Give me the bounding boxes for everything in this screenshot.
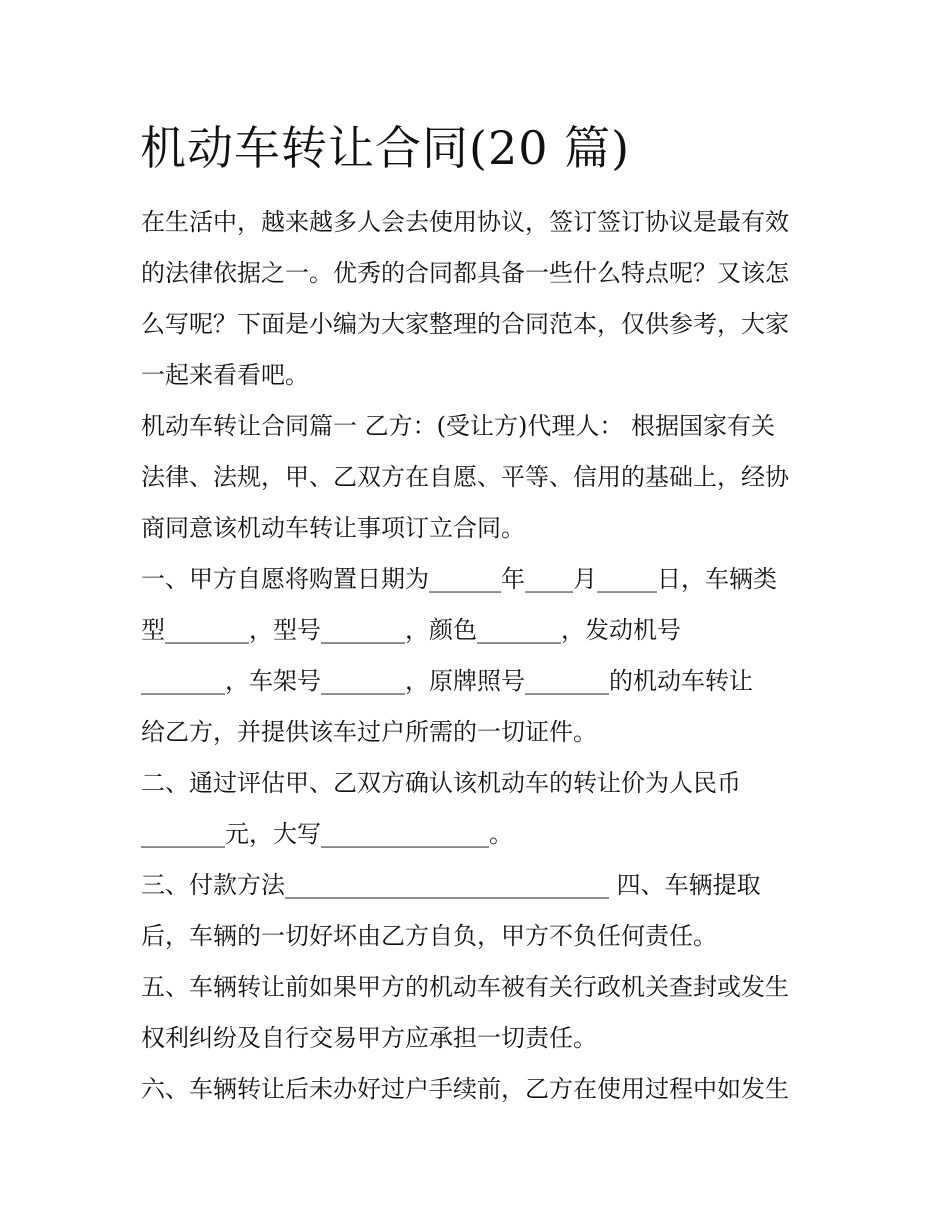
paragraph-line: 给乙方，并提供该车过户所需的一切证件。 [141,718,597,746]
paragraph-line: 后，车辆的一切好坏由乙方自负，甲方不负任何责任。 [141,922,717,950]
paragraph-line: 一、甲方自愿将购置日期为______年____月_____日，车辆类 [141,565,777,593]
paragraph-line: 三、付款方法___________________________ 四、车辆提取 [141,871,761,899]
paragraph-line: 一起来看看吧。 [141,361,309,389]
paragraph-line: 的法律依据之一。优秀的合同都具备一些什么特点呢？又该怎 [141,259,789,287]
paragraph-line: 么写呢？下面是小编为大家整理的合同范本，仅供参考，大家 [141,310,789,338]
paragraph-line: 型_______，型号_______，颜色_______，发动机号 [141,616,681,644]
paragraph-line: 五、车辆转让前如果甲方的机动车被有关行政机关查封或发生 [141,973,789,1001]
paragraph-line: 权利纠纷及自行交易甲方应承担一切责任。 [141,1024,597,1052]
paragraph-line: 六、车辆转让后未办好过户手续前，乙方在使用过程中如发生 [141,1075,789,1103]
paragraph-line: _______元，大写______________。 [141,820,513,848]
paragraph-line: 二、通过评估甲、乙双方确认该机动车的转让价为人民币 [141,769,741,797]
document-title: 机动车转让合同(20 篇) [140,121,631,175]
paragraph-line: 在生活中，越来越多人会去使用协议，签订签订协议是最有效 [141,208,789,236]
paragraph-line: _______，车架号_______，原牌照号_______的机动车转让 [141,667,753,695]
document-body [141,197,821,1115]
paragraph-line: 商同意该机动车转让事项订立合同。 [141,514,525,542]
paragraph-line: 机动车转让合同篇一 乙方：(受让方)代理人： 根据国家有关 [141,412,775,440]
paragraph-line: 法律、法规，甲、乙双方在自愿、平等、信用的基础上，经协 [141,463,789,491]
